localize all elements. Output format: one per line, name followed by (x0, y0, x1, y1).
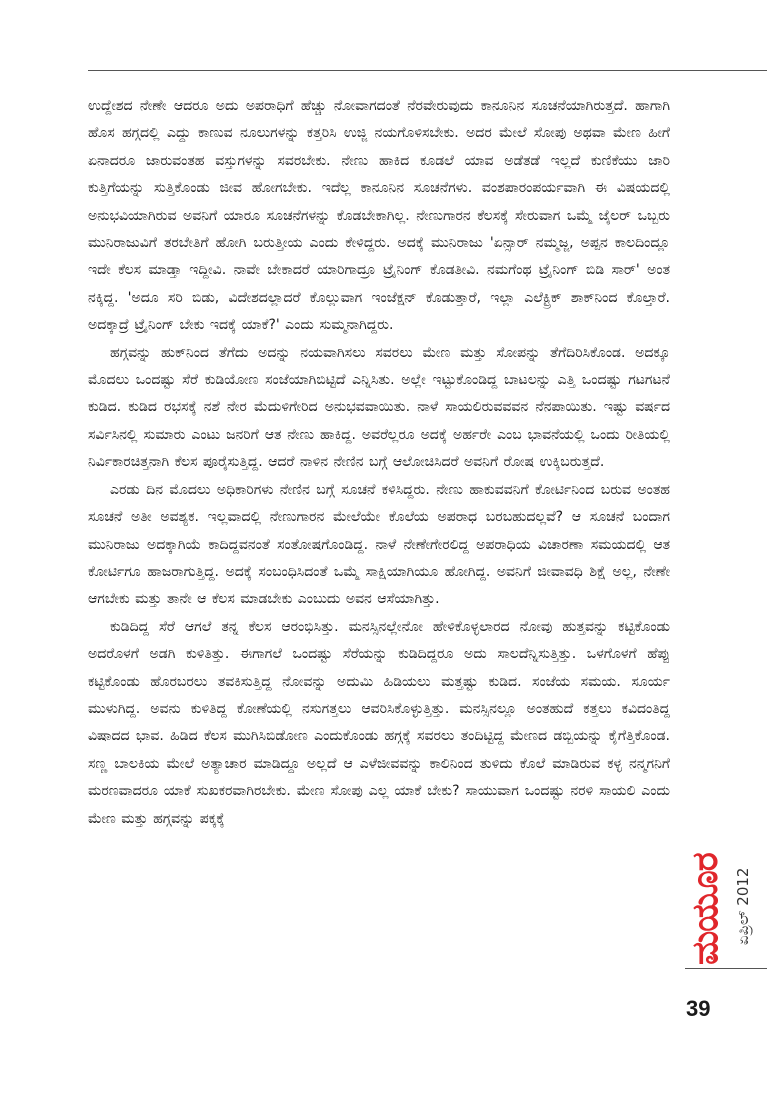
paragraph-3: ಎರಡು ದಿನ ಮೊದಲು ಅಧಿಕಾರಿಗಳು ನೇಣಿನ ಬಗ್ಗೆ ಸೂಚನೆ ಕಳಿಸಿದ್ದರು. ನೇಣು ಹಾಕುವವನಿಗೆ ಕೋರ್ಟಿನಿಂದ ಬರುವ ಅಂತಹ ಸೂಚನೆ ಅತೀ ಅವಶ್ಯಕ. ಇಲ್ಲವಾದಲ್ಲಿ ನೇಣುಗಾರನ ಮೇಲೆಯೇ ಕೊಲೆಯ ಅಪರಾಧ ಬರಬಹುದಲ್ಲವೆ? ಆ ಸೂಚನೆ ಬಂದಾಗ ಮುನಿರಾಜು ಅದಕ್ಕಾಗಿಯೆ ಕಾದಿದ್ದವನಂತೆ ಸಂತೋಷಗೊಂಡಿದ್ದ. ನಾಳೆ ನೇಣೇಗೇರಲಿದ್ದ ಅಪರಾಧಿಯ ವಿಚಾರಣಾ ಸಮಯದಲ್ಲಿ ಆತ ಕೋರ್ಟಿಗೂ ಹಾಜರಾಗುತ್ತಿದ್ದ. ಅದಕ್ಕೆ ಸಂಬಂಧಿಸಿದಂತೆ ಒಮ್ಮೆ ಸಾಕ್ಷಿಯಾಗಿಯೂ ಹೋಗಿದ್ದ. ಅವನಿಗೆ ಜೀವಾವಧಿ ಶಿಕ್ಷೆ ಅಲ್ಲ, ನೇಣೇ ಆಗಬೇಕು ಮತ್ತು ತಾನೇ ಆ ಕೆಲಸ ಮಾಡಬೇಕು ಎಂಬುದು ಅವನ ಆಸೆಯಾಗಿತ್ತು. (88, 481, 670, 608)
magazine-logo: ಮಯೂರ (685, 853, 726, 965)
paragraph-4: ಕುಡಿದಿದ್ದ ಸೆರೆ ಆಗಲೆ ತನ್ನ ಕೆಲಸ ಆರಂಭಿಸಿತ್ತು. ಮನಸ್ಸಿನಲ್ಲೇನೋ ಹೇಳಿಕೊಳ್ಳಲಾರದ ನೋವು ಹುತ್ತವನ್ನು ಕಟ್ಟಿಕೊಂಡು ಅದರೊಳಗೆ ಅಡಗಿ ಕುಳಿತಿತ್ತು. ಈಗಾಗಲೆ ಒಂದಷ್ಟು ಸೆರೆಯನ್ನು ಕುಡಿದಿದ್ದರೂ ಅದು ಸಾಲದೆನ್ನಿಸುತ್ತಿತ್ತು. ಒಳಗೊಳಗೆ ಹೆಪ್ಪು ಕಟ್ಟಿಕೊಂಡು ಹೊರಬರಲು ತವಕಿಸುತ್ತಿದ್ದ ನೋವನ್ನು ಅದುಮಿ ಹಿಡಿಯಲು ಮತ್ತಷ್ಟು ಕುಡಿದ. ಸಂಜೆಯ ಸಮಯ. ಸೂರ್ಯ ಮುಳುಗಿದ್ದ. ಅವನು ಕುಳಿತಿದ್ದ ಕೋಣೆಯಲ್ಲಿ ನಸುಗತ್ತಲು ಆವರಿಸಿಕೊಳ್ಳುತ್ತಿತ್ತು. ಮನಸ್ಸಿನಲ್ಲೂ ಅಂತಹುದೆ ಕತ್ತಲು ಕವಿದಂತಿದ್ದ ವಿಷಾದದ ಭಾವ. ಹಿಡಿದ ಕೆಲಸ ಮುಗಿಸಿಬಿಡೋಣ ಎಂದುಕೊಂಡು ಹಗ್ಗಕ್ಕೆ ಸವರಲು ತಂದಿಟ್ಟಿದ್ದ ಮೇಣದ ಡಬ್ಬಿಯನ್ನು ಕೈಗೆತ್ತಿಕೊಂಡ. ಸಣ್ಣ ಬಾಲಕಿಯ ಮೇಲೆ ಅತ್ಯಾಚಾರ ಮಾಡಿದ್ದೂ ಅಲ್ಲದೆ ಆ ಎಳೆಜೀವವನ್ನು ಕಾಲಿನಿಂದ ತುಳಿದು ಕೊಲೆ ಮಾಡಿರುವ ಕಳ್ಳ ನನ್ಮಗನಿಗೆ ಮರಣವಾದರೂ ಯಾಕೆ ಸುಖಕರವಾಗಿರಬೇಕು. ಮೇಣ ಸೋಪು ಎಲ್ಲ ಯಾಕೆ ಬೇಕು? ಸಾಯುವಾಗ ಒಂದಷ್ಟು ನರಳಿ ಸಾಯಲಿ ಎಂದು ಮೇಣ ಮತ್ತು ಹಗ್ಗವನ್ನು ಪಕ್ಕಕ್ಕೆ (88, 618, 670, 827)
magazine-masthead (684, 800, 754, 965)
footer-rule (685, 968, 767, 969)
paragraph-2: ಹಗ್ಗವನ್ನು ಹುಕ್‌ನಿಂದ ತೆಗೆದು ಅದನ್ನು ನಯವಾಗಿಸಲು ಸವರಲು ಮೇಣ ಮತ್ತು ಸೋಪನ್ನು ತೆಗೆದಿರಿಸಿಕೊಂಡ. ಅದಕ್ಕೂ ಮೊದಲು ಒಂದಷ್ಟು ಸೆರೆ ಕುಡಿಯೋಣ ಸಂಜೆಯಾಗಿಬಿಟ್ಟಿದೆ ಎನ್ನಿಸಿತು. ಅಲ್ಲೇ ಇಟ್ಟುಕೊಂಡಿದ್ದ ಬಾಟಲನ್ನು ಎತ್ತಿ ಒಂದಷ್ಟು ಗಟಗಟನೆ ಕುಡಿದ. ಕುಡಿದ ರಭಸಕ್ಕೆ ನಶೆ ನೇರ ಮೆದುಳಿಗೇರಿದ ಅನುಭವವಾಯಿತು. ನಾಳೆ ಸಾಯಲಿರುವವವನ ನೆನಪಾಯಿತು. ಇಷ್ಟು ವರ್ಷದ ಸರ್ವಿಸಿನಲ್ಲಿ ಸುಮಾರು ಎಂಟು ಜನರಿಗೆ ಆತ ನೇಣು ಹಾಕಿದ್ದ. ಅವರೆಲ್ಲರೂ ಅದಕ್ಕೆ ಅರ್ಹರೇ ಎಂಬ ಭಾವನೆಯಲ್ಲಿ ಒಂದು ರೀತಿಯಲ್ಲಿ ನಿರ್ವಿಕಾರಚಿತ್ತನಾಗಿ ಕೆಲಸ ಪೂರೈಸುತ್ತಿದ್ದ. ಆದರೆ ನಾಳಿನ ನೇಣಿನ ಬಗ್ಗೆ ಆಲೋಚಿಸಿದರೆ ಅವನಿಗೆ ರೋಷ ಉಕ್ಕಿಬರುತ್ತದೆ. (88, 344, 670, 471)
paragraph-1: ಉದ್ದೇಶದ ನೇಣೇ ಆದರೂ ಅದು ಅಪರಾಧಿಗೆ ಹೆಚ್ಚು ನೋವಾಗದಂತೆ ನೆರವೇರುವುದು ಕಾನೂನಿನ ಸೂಚನೆಯಾಗಿರುತ್ತದೆ. ಹಾಗಾಗಿ ಹೊಸ ಹಗ್ಗದಲ್ಲಿ ಎದ್ದು ಕಾಣುವ ನೂಲುಗಳನ್ನು ಕತ್ತರಿಸಿ ಉಜ್ಜಿ ನಯಗೊಳಿಸಬೇಕು. ಅದರ ಮೇಲೆ ಸೋಪು ಅಥವಾ ಮೇಣ ಹೀಗೆ ಏನಾದರೂ ಜಾರುವಂತಹ ವಸ್ತುಗಳನ್ನು ಸವರಬೇಕು. ನೇಣು ಹಾಕಿದ ಕೂಡಲೆ ಯಾವ ಅಡೆತಡೆ ಇಲ್ಲದೆ ಕುಣಿಕೆಯು ಜಾರಿ ಕುತ್ತಿಗೆಯನ್ನು ಸುತ್ತಿಕೊಂಡು ಜೀವ ಹೋಗಬೇಕು. ಇದೆಲ್ಲ ಕಾನೂನಿನ ಸೂಚನೆಗಳು. ವಂಶಪಾರಂಪರ್ಯವಾಗಿ ಈ ವಿಷಯದಲ್ಲಿ ಅನುಭವಿಯಾಗಿರುವ ಅವನಿಗೆ ಯಾರೂ ಸೂಚನೆಗಳನ್ನು ಕೊಡಬೇಕಾಗಿಲ್ಲ. ನೇಣುಗಾರನ ಕೆಲಸಕ್ಕೆ ಸೇರುವಾಗ ಒಮ್ಮೆ ಜೈಲರ್ ಒಬ್ಬರು ಮುನಿರಾಜುವಿಗೆ ತರಬೇತಿಗೆ ಹೋಗಿ ಬರುತ್ತೀಯ ಎಂದು ಕೇಳಿದ್ದರು. ಅದಕ್ಕೆ ಮುನಿರಾಜು 'ಏನ್ಸಾರ್ ನಮ್ಮಜ್ಜ, ಅಪ್ಪನ ಕಾಲದಿಂದ್ಲೂ ಇದೇ ಕೆಲಸ ಮಾಡ್ತಾ ಇದ್ದೀವಿ. ನಾವೇ ಬೇಕಾದರೆ ಯಾರಿಗಾದ್ರೂ ಟ್ರೈನಿಂಗ್ ಕೊಡತೀವಿ. ನಮಗೆಂಥ ಟ್ರೈನಿಂಗ್ ಬಿಡಿ ಸಾರ್' ಅಂತ ನಕ್ಕಿದ್ದ. 'ಅದೂ ಸರಿ ಬಿಡು, ವಿದೇಶದಲ್ಲಾದರೆ ಕೊಲ್ಲುವಾಗ ಇಂಜೆಕ್ಷನ್ ಕೊಡುತ್ತಾರೆ, ಇಲ್ಲಾ ಎಲೆಕ್ಟ್ರಿಕ್ ಶಾಕ್‌ನಿಂದ ಕೊಲ್ತಾರೆ. ಅದಕ್ಕಾದ್ರೆ ಟ್ರೈನಿಂಗ್ ಬೇಕು ಇದಕ್ಕೆ ಯಾಕೆ?' ಎಂದು ಸುಮ್ಮನಾಗಿದ್ದರು. (88, 98, 670, 334)
issue-date: ಏಪ್ರಿಲ್ 2012 (734, 867, 752, 945)
article-body (88, 93, 670, 833)
page-number: 39 (686, 996, 711, 1021)
header-rule (88, 70, 767, 71)
